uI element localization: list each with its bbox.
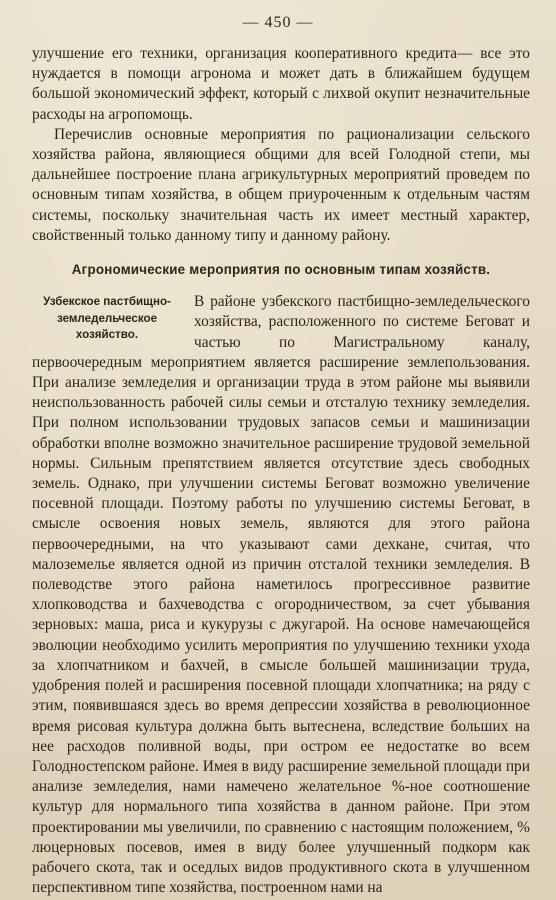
page-number: — 450 — xyxy=(242,14,314,31)
paragraph-continuation: улучшение его техники, организация кооперативного кредита— все это нуждается в помощи агронома и может дать в ближайшем будущем большой экономический эффект, который с лихвой окупит незначительные расходы на агропомощь. xyxy=(32,45,530,123)
side-heading: Узбекское пастбищно-земледельческое хозяйство. xyxy=(43,295,171,342)
paragraph-summary: Перечислив основные мероприятия по рационализации сельского хозяйства района, являющиеся общими для всей Голодной степи, мы дальнейшее построение плана агрикультурных мероприятий проведем по основным типам хозяйства, в общем приуроченным к отдельным частям системы, поскольку значительная часть их имеет местный характер, свойственный только данному типу и данному району. xyxy=(32,125,530,244)
paragraph-uzbek-farming: В районе узбекского пастбищно-земледельческого хозяйства, расположенного по системе Беговат и частью по Магистральному каналу, первоочередным мероприятием является расширение землепользования. При анализе земледелия и организации труда в этом районе мы выявили неиспользованность рабочей силы семьи и отсталую технику земледелия. При полном использовании трудовых запасов семьи и машинизации обработки вполне возможно значительное расширение трудовой земельной нормы. Сильным препятствием является отсутствие здесь свободных земель. Однако, при улучшении системы Беговат возможно увеличение посевной площади. Поэтому работы по улучшению системы Беговат, в смысле освоения новых земель, являются для этого района первоочередными, на что указывают сами дехкане, считая, что малоземелье является одной из причин отсталой техники земледелия. В полеводстве этого района наметилось прогрессивное развитие хлопководства и бахчеводства с огородничеством, за счет убывания зерновых: маша, риса и кукурузы с джугарой. На основе намечающейся эволюции необходимо усилить мероприятия по улучшению техники ухода за хлопчатником и бахчей, в смысле большей машинизации труда, удобрения полей и расширения посевной площади хлопчатника; на ряду с этим, появившаяся здесь во время депрессии хозяйства в революционное время рисовая культура должна быть вытеснена, вследствие больших на нее расходов поливной воды, при остром ее недостатке во всем Голодностепском районе. Имея в виду расширение земельной площади при анализе земледелия, нами намечено желательное %-ное соотношение культур для нормального типа хозяйства в данном районе. При этом проектировании мы увеличили, по сравнению с настоящим положением, % люцерновых посевов, имея в виду более улучшенный подкорм как рабочего скота, так и оседлых видов продуктивного скота в улучшенном перспективном типе хозяйства, построенном нами на xyxy=(32,293,530,897)
page-body xyxy=(32,44,530,898)
section-heading: Агрономические мероприятия по основным типам хозяйств. xyxy=(71,262,491,278)
